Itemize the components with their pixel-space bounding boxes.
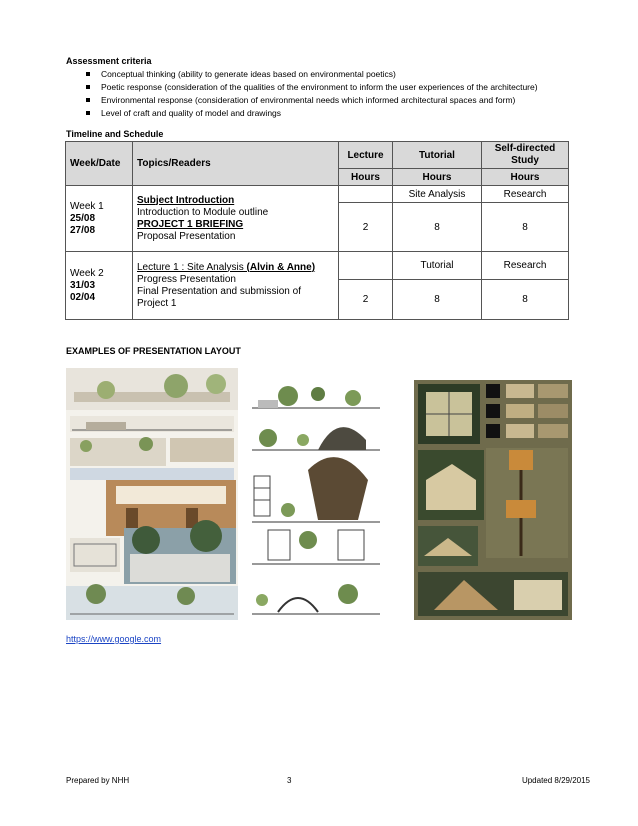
header-hours: Hours <box>393 169 482 186</box>
footer-prepared-by: Prepared by NHH <box>66 776 130 785</box>
header-self-directed: Self-directed Study <box>482 142 569 169</box>
activity-label: Research <box>482 252 569 280</box>
topic-text: (Alvin & Anne) <box>246 261 316 273</box>
header-hours: Hours <box>482 169 569 186</box>
footer-page-number: 3 <box>287 776 292 785</box>
week-cell <box>66 252 133 320</box>
topic-line: PROJECT 1 BRIEFING <box>137 218 244 230</box>
week-cell <box>66 186 133 252</box>
topic-line: Proposal Presentation <box>137 230 236 242</box>
criteria-text: Conceptual thinking (ability to generate ideas based on environmental poetics) <box>101 69 396 79</box>
header-lecture: Lecture <box>339 142 393 169</box>
date-label: 25/08 <box>70 212 96 224</box>
criteria-heading: Assessment criteria <box>66 56 152 66</box>
criteria-text: Level of craft and quality of model and drawings <box>101 108 282 118</box>
study-hours: 8 <box>482 280 569 320</box>
topics-cell <box>133 186 339 252</box>
tutorial-hours: 8 <box>393 280 482 320</box>
header-topics: Topics/Readers <box>133 142 339 186</box>
bullet-icon <box>86 111 90 115</box>
list-item <box>66 107 538 120</box>
lecture-hours: 2 <box>339 280 393 320</box>
bullet-icon <box>86 72 90 76</box>
criteria-list <box>66 68 538 120</box>
activity-label: Tutorial <box>393 252 482 280</box>
lecture-hours: 2 <box>339 203 393 252</box>
topic-line: Subject Introduction <box>137 194 235 206</box>
table-row <box>66 186 569 203</box>
topic-line: Progress Presentation <box>137 273 236 285</box>
example-layout-image-1 <box>66 368 238 620</box>
criteria-text: Poetic response (consideration of the qualities of the environment to inform the user experiences of the architecture) <box>101 82 538 92</box>
topics-cell <box>133 252 339 320</box>
bullet-icon <box>86 98 90 102</box>
list-item <box>66 68 538 81</box>
footer-updated-date: Updated 8/29/2015 <box>521 776 590 785</box>
example-layout-image-2 <box>248 380 384 620</box>
week-label: Week 1 <box>70 200 104 212</box>
schedule-table <box>65 141 569 320</box>
empty-cell <box>339 252 393 280</box>
header-week-date: Week/Date <box>66 142 133 186</box>
header-tutorial: Tutorial <box>393 142 482 169</box>
date-label: 31/03 <box>70 279 96 291</box>
topic-text: Lecture 1 : Site Analysis <box>137 261 247 273</box>
criteria-text: Environmental response (consideration of environmental needs which informed architectural spaces and form) <box>101 95 516 105</box>
topic-line: Final Presentation and submission of Project 1 <box>137 285 301 309</box>
table-row <box>66 252 569 280</box>
topic-line <box>137 262 334 274</box>
topic-line: Introduction to Module outline <box>137 206 269 218</box>
activity-label: Site Analysis <box>393 186 482 203</box>
examples-heading: EXAMPLES OF PRESENTATION LAYOUT <box>66 346 241 356</box>
tutorial-hours: 8 <box>393 203 482 252</box>
header-hours: Hours <box>339 169 393 186</box>
table-header-row <box>66 142 569 169</box>
bullet-icon <box>86 85 90 89</box>
timeline-heading: Timeline and Schedule <box>66 129 164 139</box>
list-item <box>66 94 538 107</box>
week-label: Week 2 <box>70 267 104 279</box>
date-label: 27/08 <box>70 224 96 236</box>
example-layout-image-3 <box>414 380 572 620</box>
date-label: 02/04 <box>70 291 96 303</box>
google-link[interactable]: https://www.google.com <box>66 634 162 644</box>
list-item <box>66 81 538 94</box>
study-hours: 8 <box>482 203 569 252</box>
activity-label: Research <box>482 186 569 203</box>
empty-cell <box>339 186 393 203</box>
